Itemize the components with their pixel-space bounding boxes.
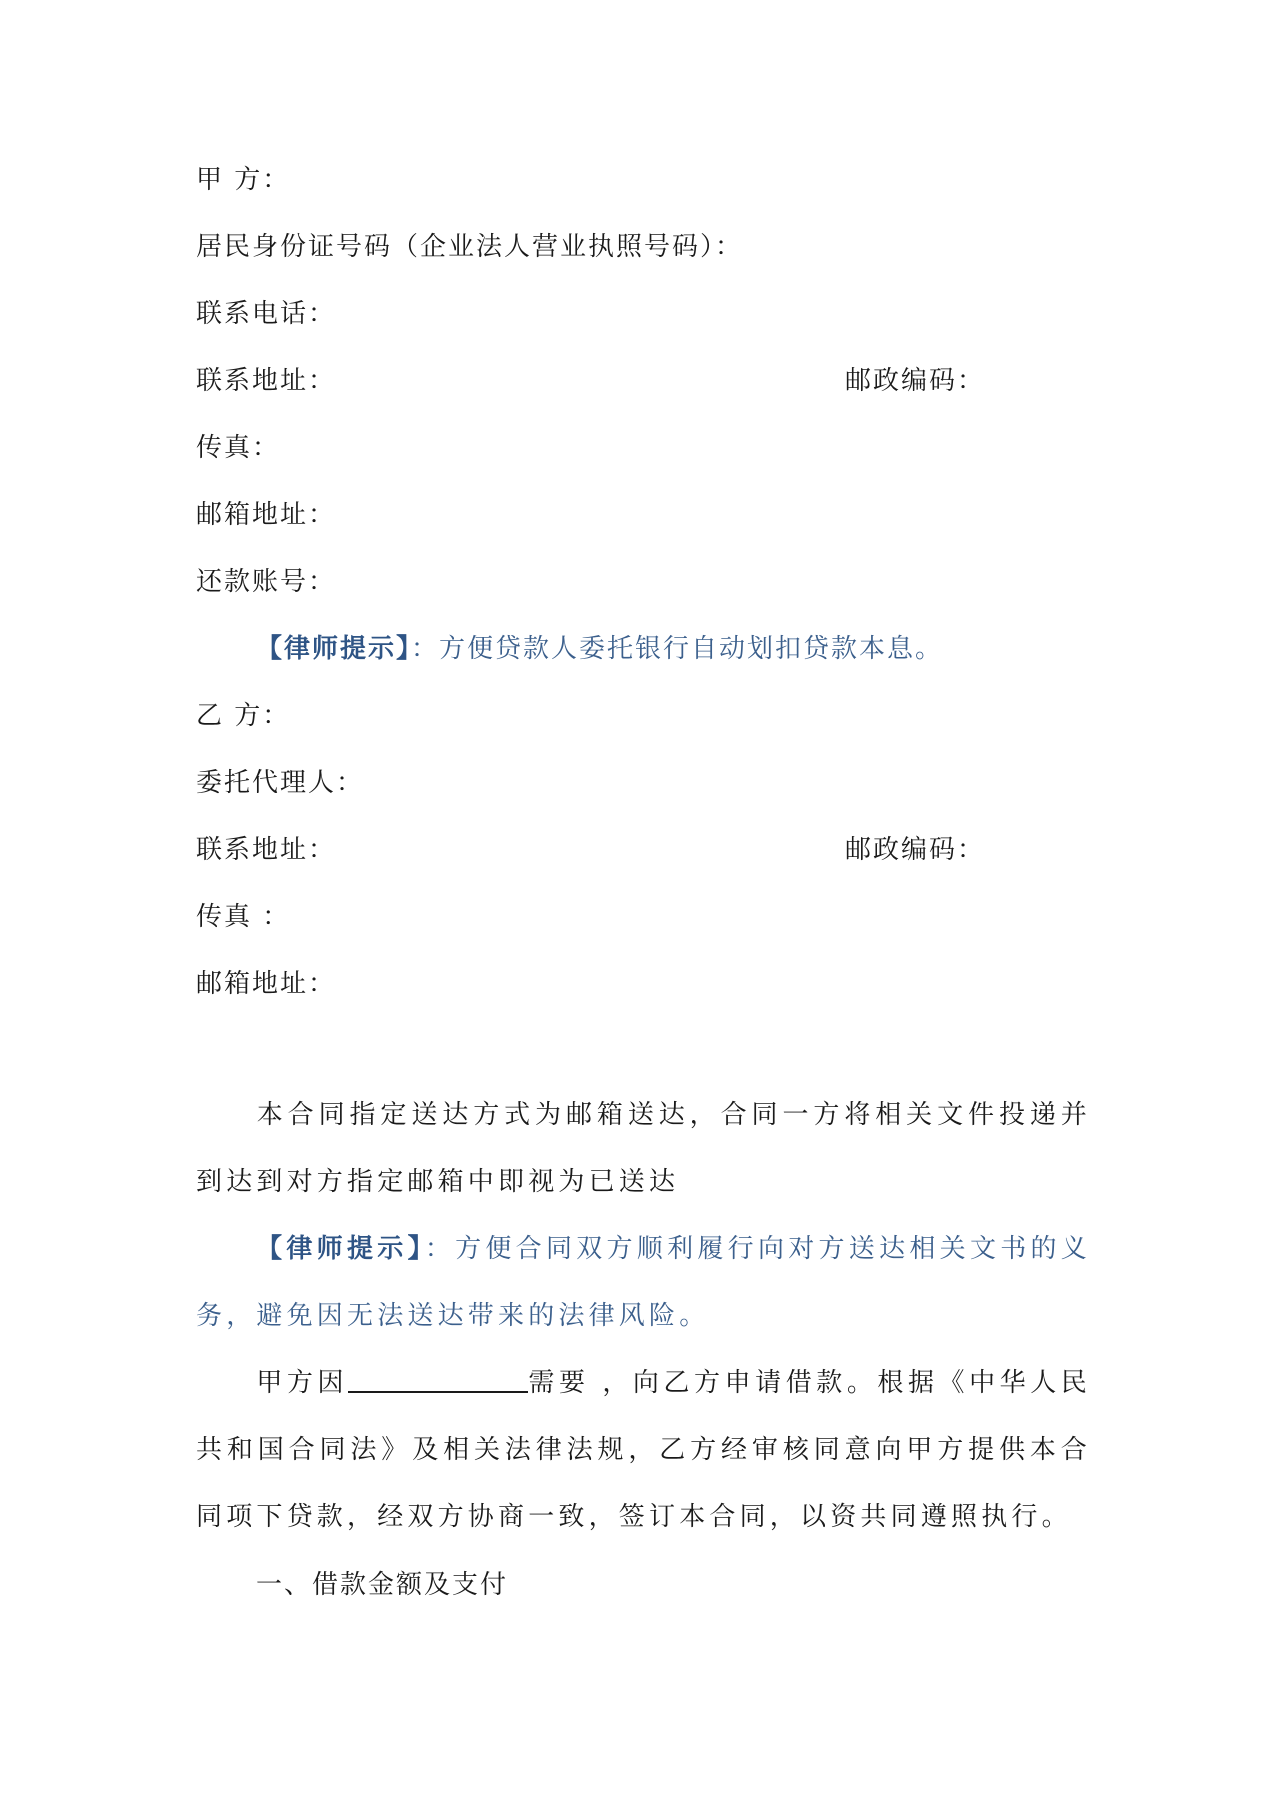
loan-purpose-blank[interactable] bbox=[348, 1367, 528, 1393]
lawyer-tip-2-label: 【律师提示】 bbox=[256, 1234, 425, 1264]
preamble-text-before: 甲方因 bbox=[256, 1368, 349, 1398]
lawyer-tip-1-text: ：方便贷款人委托银行自动划扣贷款本息。 bbox=[411, 634, 944, 664]
delivery-clause-text: 本合同指定送达方式为邮箱送达，合同一方将相关文件投递并到达到对方指定邮箱中即视为已送达 bbox=[196, 1100, 1091, 1197]
party-a-postcode-label: 邮政编码： bbox=[845, 366, 986, 396]
delivery-clause-paragraph bbox=[196, 1082, 1091, 1216]
party-b-title: 乙 方： bbox=[196, 701, 291, 731]
party-b-postcode-label: 邮政编码： bbox=[845, 835, 986, 865]
party-a-repayment-account-label: 还款账号： bbox=[196, 567, 337, 597]
party-b-agent-label: 委托代理人： bbox=[196, 768, 365, 798]
lawyer-tip-2 bbox=[196, 1216, 1091, 1350]
party-a-id-number-label: 居民身份证号码（企业法人营业执照号码）： bbox=[196, 232, 744, 262]
party-a-phone-label: 联系电话： bbox=[196, 299, 337, 329]
party-b-fax-label: 传真 ： bbox=[196, 902, 291, 932]
party-a-title: 甲 方： bbox=[196, 165, 291, 195]
lawyer-tip-1-label: 【律师提示】 bbox=[256, 634, 412, 664]
party-a-address-label: 联系地址： bbox=[196, 366, 337, 396]
party-b-address-label: 联系地址： bbox=[196, 835, 337, 865]
party-a-fax-label: 传真： bbox=[196, 433, 281, 463]
party-b-email-label: 邮箱地址： bbox=[196, 969, 337, 999]
preamble-text-after: 需要 ，向乙方申请借款。根据《中华人民共和国合同法》及相关法律法规，乙方经审核同意向甲方提供本合同项下贷款，经双方协商一致，签订本合同，以资共同遵照执行。 bbox=[196, 1368, 1091, 1532]
preamble-paragraph bbox=[196, 1350, 1091, 1551]
party-a-email-label: 邮箱地址： bbox=[196, 500, 337, 530]
section-1-heading: 一、借款金额及支付 bbox=[256, 1570, 509, 1600]
lawyer-tip-1 bbox=[256, 632, 943, 666]
lawyer-tip-2-text: ：方便合同双方顺利履行向对方送达相关文书的义务，避免因无法送达带来的法律风险。 bbox=[196, 1234, 1092, 1331]
